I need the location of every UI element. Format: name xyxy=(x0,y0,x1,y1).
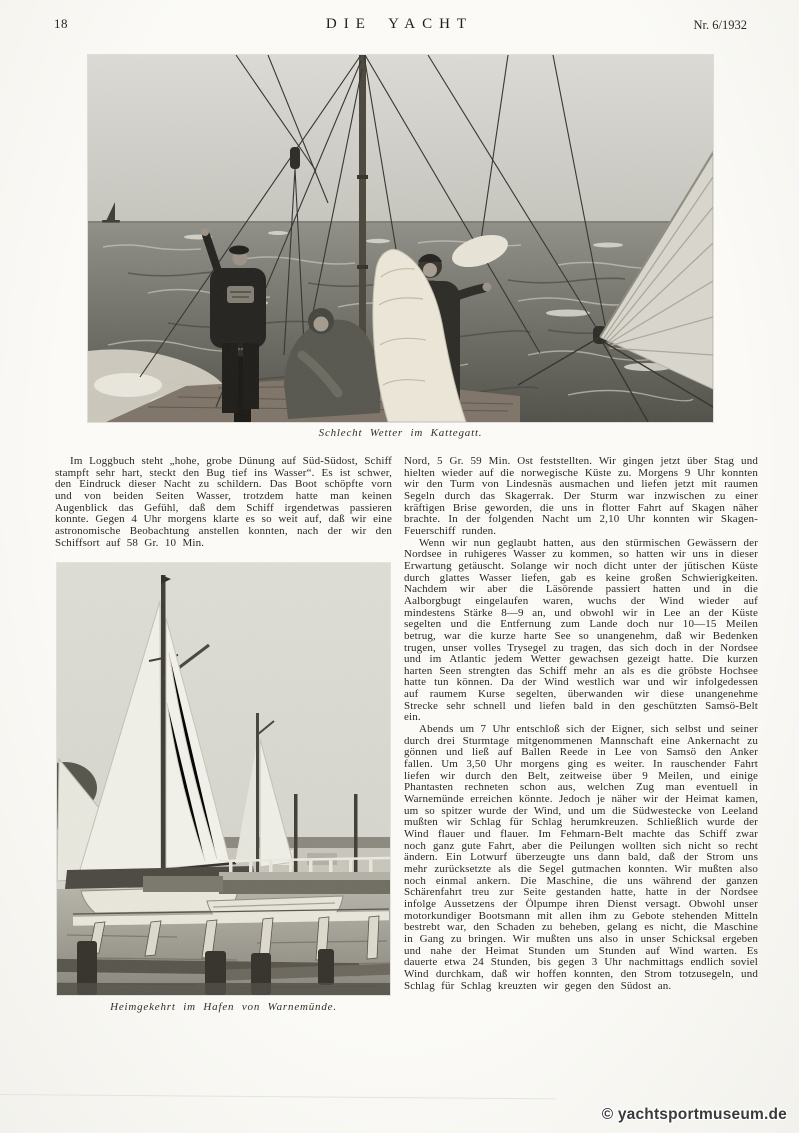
film-grain-overlay xyxy=(88,55,713,422)
paragraph: Wenn wir nun geglaubt hatten, aus den stürmischen Gewässern der Nordsee in ruhigeres Wasser zu kommen, so hatten wir uns in dieser Erwartung getäuscht. Solange wir noch dicht unter der jütischen Küste durch glattes Wasser liefen, gab es keine großen Schwierigkeiten. Nachdem wir aber die Läsörende passiert hatten und in die Aalborgbugt eingelaufen waren, wuchs der Wind wieder auf mindestens Stärke 8—9 an, und obwohl wir in Lee an der Küste segelten und die Entfernung zum Lande doch nur 10—15 Meilen betrug, war die kurze harte See so unangenehm, daß wir Bedenken trugen, unser volles Trysegel zu tragen, das sich doch in der Nordsee und im Atlantic jedem Wetter gewachsen gezeigt hatte. Die kurzen harten Seen strengten das Schiff mehr an als es die gröbste Hochsee hatte tun können. Da der Wind westlich war und wir infolgedessen auf raumem Kurse segelten, überwanden wir diese unangenehme Strecke sehr schnell und liefen bald in den geschützten Samsö-Belt ein. xyxy=(404,536,758,724)
scan-crease-artifact xyxy=(0,1094,556,1099)
photo-caption-warnemuende: Heimgekehrt im Hafen von Warnemünde. xyxy=(110,1001,337,1013)
photo-caption-kattegat: Schlecht Wetter im Kattegatt. xyxy=(318,427,483,439)
issue-number: Nr. 6/1932 xyxy=(693,18,747,32)
photo-warnemuende-harbour xyxy=(57,563,390,995)
paragraph: Im Loggbuch steht „hohe, grobe Dünung auf Süd-Südost, Schiff stampft sehr hart, steckt den Bug tief ins Wasser“. Es ist schwer, den Eindruck dieser Nacht zu schildern. Das Boot schöpfte vorn und von beiden Seiten Wasser, trotzdem hatte man keinen Augenblick das Gefühl, daß dem Schiff irgendetwas passieren konnte. Gegen 4 Uhr morgens klarte es so weit auf, daß wir eine astronomische Beobachtung anstellen konnten, nach der wir den Schiffsort auf 58 Gr. 10 Min. xyxy=(55,455,392,549)
film-grain-overlay xyxy=(57,563,390,995)
photo-harbour-illustration xyxy=(57,563,390,995)
magazine-title: DIE YACHT xyxy=(325,16,474,32)
paragraph: Nord, 5 Gr. 59 Min. Ost feststellten. Wir gingen jetzt über Stag und hielten wieder auf die norwegische Küste zu. Morgens 9 Uhr konnten wir den Turm von Lindesnäs ausmachen und liefen jetzt mit raumen Segeln durch das Skagerrak. Der Sturm war inzwischen zu einer kräftigen Brise geworden, die uns in flotter Fahrt auf Skagen näher brachte. In der folgenden Nacht um 2,10 Uhr konnten wir Skagen-Feuerschiff runden. xyxy=(404,455,758,537)
photo-storm-kattegat xyxy=(88,55,713,422)
watermark: © yachtsportmuseum.de xyxy=(601,1106,787,1123)
photo-storm-illustration xyxy=(88,55,713,422)
text-column-left xyxy=(55,456,392,549)
text-column-right xyxy=(404,456,758,992)
paragraph: Abends um 7 Uhr entschloß sich der Eigner, sich selbst und seiner durch drei Sturmtage mitgenommenen Mannschaft eine Ankernacht zu gönnen und ließ auf Ballen Reede in Lee von Samsö den Anker fallen. Um 3,50 Uhr morgens ging es weiter. In rauschender Fahrt liefen wir durch den Belt, zeitweise über 9 Meilen, und einige Phantasten rechneten schon aus, welchen Zug man eventuell in Warnemünde erreichen könnte. Jedoch je näher wir der Heimat kamen, um so spitzer wurde der Wind, und um die Südwestecke von Leeland mußten wir Schlag für Schlag herumkreuzen. Schließlich wurde der Wind flauer und flauer. Im Fehmarn-Belt machte das Schiff zwar noch ganz gute Fahrt, aber die Peilungen wollten sich nicht so recht ändern. Ein Lotwurf überzeugte uns dann bald, daß der Strom uns mehr zurücksetzte als die Segel gutmachen konnten. Wir mußten also noch einmal ankern. Die Maschine, die uns während der ganzen Schärenfahrt treu zur Seite gestanden hatte, hatte in der Nordsee infolge Aussetzens der Ölpumpe ihren Dienst versagt. Obwohl unser motorkundiger Bootsmann mit allen ihm zu Gebote stehenden Mitteln bestrebt war, den Schaden zu beheben, gelang es nicht, die Maschine in Gang zu bringen. Wir mußten uns also in unser Schicksal ergeben und nahe der Heimat Stunden um Stunden auf Wind warten. Es dauerte etwa 24 Stunden, bis gegen 3 Uhr nachmittags endlich soviel Wind durchkam, daß wir hoffen konnten, den Strom totzusegeln, und Schlag für Schlag kreuzten wir gegen den Südost an. xyxy=(404,723,758,992)
page-number: 18 xyxy=(54,16,68,31)
